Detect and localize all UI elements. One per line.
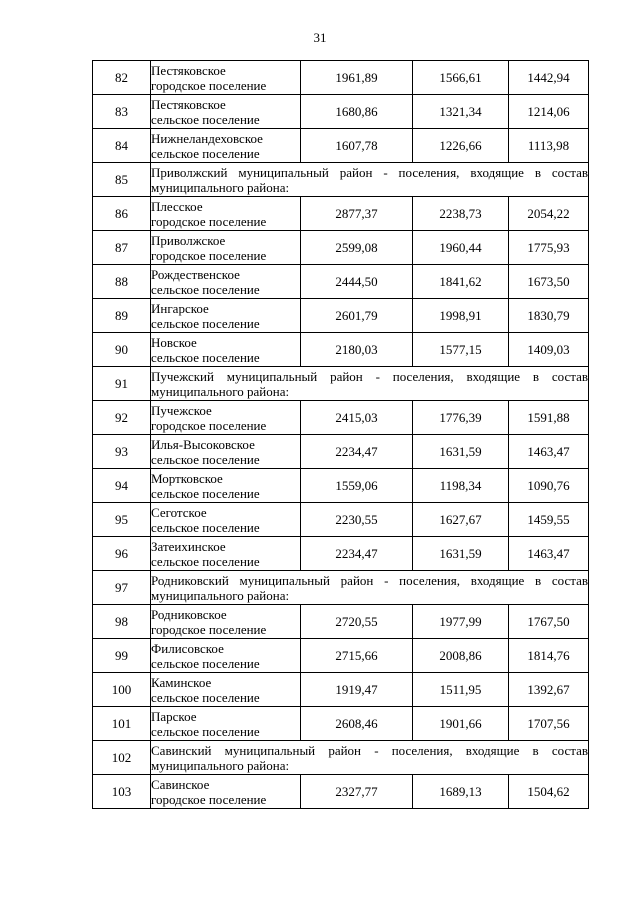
value-column-1: 2234,47 [301,435,413,469]
row-number: 97 [93,571,151,605]
value-column-2: 1901,66 [413,707,509,741]
value-column-3: 1591,88 [509,401,589,435]
value-column-3: 1814,76 [509,639,589,673]
row-number: 88 [93,265,151,299]
settlement-name: Ингарское [151,300,209,316]
table-row [93,605,589,639]
value-column-1: 2327,77 [301,775,413,809]
settlement-name-cell [151,673,301,707]
settlement-type: сельское поселение [151,723,260,739]
settlement-type: сельское поселение [151,315,260,331]
table-row-district-header [93,367,589,401]
table-row-district-header [93,571,589,605]
row-number: 91 [93,367,151,401]
settlement-name: Рождественское [151,266,240,282]
table-row [93,333,589,367]
settlement-name: Нижнеландеховское [151,130,263,146]
row-number: 86 [93,197,151,231]
value-column-3: 1767,50 [509,605,589,639]
table-row-district-header [93,163,589,197]
value-column-3: 1113,98 [509,129,589,163]
table-row [93,503,589,537]
settlement-type: городское поселение [151,791,267,807]
value-column-1: 1961,89 [301,61,413,95]
value-column-1: 2415,03 [301,401,413,435]
value-column-2: 1960,44 [413,231,509,265]
row-number: 96 [93,537,151,571]
value-column-1: 2234,47 [301,537,413,571]
table-row [93,95,589,129]
page-number: 31 [313,30,327,45]
settlement-type: сельское поселение [151,485,260,501]
value-column-1: 2230,55 [301,503,413,537]
settlement-type: сельское поселение [151,655,260,671]
table-row [93,265,589,299]
value-column-3: 1673,50 [509,265,589,299]
value-column-1: 2180,03 [301,333,413,367]
settlement-name-cell [151,469,301,503]
row-number: 89 [93,299,151,333]
settlement-type: сельское поселение [151,519,260,535]
value-column-2: 1977,99 [413,605,509,639]
value-column-3: 1775,93 [509,231,589,265]
row-number: 83 [93,95,151,129]
settlement-name: Парское [151,708,197,724]
table-row-district-header [93,741,589,775]
settlement-name-cell [151,299,301,333]
table-row [93,129,589,163]
value-column-3: 1392,67 [509,673,589,707]
value-column-2: 1226,66 [413,129,509,163]
value-column-3: 1707,56 [509,707,589,741]
table-row [93,299,589,333]
value-column-2: 1776,39 [413,401,509,435]
row-number: 93 [93,435,151,469]
row-number: 95 [93,503,151,537]
value-column-1: 2720,55 [301,605,413,639]
value-column-2: 1627,67 [413,503,509,537]
district-header-text: Приволжский муниципальный район - поселения, входящие в состав муниципального района: [151,164,588,195]
value-column-1: 2715,66 [301,639,413,673]
row-number: 98 [93,605,151,639]
settlement-name-cell [151,95,301,129]
settlement-type: городское поселение [151,621,267,637]
table-row [93,435,589,469]
row-number: 82 [93,61,151,95]
value-column-2: 1631,59 [413,537,509,571]
settlement-name: Савинское [151,776,210,792]
settlement-type: сельское поселение [151,281,260,297]
settlement-type: сельское поселение [151,451,260,467]
settlement-type: городское поселение [151,247,267,263]
district-header-text: Родниковский муниципальный район - поселения, входящие в состав муниципального района: [151,572,588,603]
settlement-name: Илья-Высоковское [151,436,255,452]
settlement-type: сельское поселение [151,349,260,365]
row-number: 102 [93,741,151,775]
table-row [93,61,589,95]
value-column-2: 2238,73 [413,197,509,231]
settlement-name-cell [151,265,301,299]
value-column-3: 1463,47 [509,435,589,469]
settlement-name-cell [151,197,301,231]
value-column-1: 2601,79 [301,299,413,333]
value-column-3: 1830,79 [509,299,589,333]
tariff-table [92,60,589,809]
row-number: 85 [93,163,151,197]
table-row [93,469,589,503]
settlement-type: городское поселение [151,77,267,93]
settlement-name-cell [151,401,301,435]
value-column-1: 2608,46 [301,707,413,741]
value-column-1: 2444,50 [301,265,413,299]
settlement-name: Пестяковское [151,96,226,112]
table-row [93,231,589,265]
value-column-3: 1214,06 [509,95,589,129]
table-row [93,197,589,231]
table-body [93,61,589,809]
settlement-name: Сеготское [151,504,207,520]
district-header-text: Савинский муниципальный район - поселения, входящие в состав муниципального района: [151,742,588,773]
value-column-1: 1919,47 [301,673,413,707]
settlement-name: Родниковское [151,606,227,622]
settlement-type: городское поселение [151,417,267,433]
value-column-3: 1504,62 [509,775,589,809]
settlement-name: Новское [151,334,197,350]
value-column-2: 1577,15 [413,333,509,367]
district-header-text: Пучежский муниципальный район - поселения, входящие в состав муниципального района: [151,368,588,399]
value-column-1: 1607,78 [301,129,413,163]
settlement-name-cell [151,435,301,469]
value-column-2: 1321,34 [413,95,509,129]
settlement-name-cell [151,775,301,809]
value-column-1: 2599,08 [301,231,413,265]
row-number: 90 [93,333,151,367]
settlement-name-cell [151,537,301,571]
settlement-name: Мортковское [151,470,223,486]
value-column-2: 1198,34 [413,469,509,503]
row-number: 100 [93,673,151,707]
value-column-3: 1463,47 [509,537,589,571]
settlement-name-cell [151,639,301,673]
value-column-3: 2054,22 [509,197,589,231]
settlement-type: сельское поселение [151,689,260,705]
settlement-name: Плесское [151,198,203,214]
value-column-3: 1442,94 [509,61,589,95]
settlement-name-cell [151,333,301,367]
settlement-name: Каминское [151,674,212,690]
value-column-2: 1631,59 [413,435,509,469]
table-row [93,639,589,673]
table-row [93,401,589,435]
value-column-1: 1680,86 [301,95,413,129]
value-column-2: 1841,62 [413,265,509,299]
value-column-2: 1998,91 [413,299,509,333]
value-column-3: 1459,55 [509,503,589,537]
table-row [93,673,589,707]
value-column-2: 1511,95 [413,673,509,707]
value-column-1: 2877,37 [301,197,413,231]
row-number: 84 [93,129,151,163]
settlement-name-cell [151,61,301,95]
row-number: 99 [93,639,151,673]
settlement-name: Филисовское [151,640,224,656]
row-number: 92 [93,401,151,435]
settlement-name-cell [151,231,301,265]
settlement-type: сельское поселение [151,553,260,569]
settlement-name-cell [151,707,301,741]
settlement-name-cell [151,129,301,163]
settlement-name: Пучежское [151,402,212,418]
table-row [93,537,589,571]
settlement-type: сельское поселение [151,145,260,161]
value-column-2: 2008,86 [413,639,509,673]
value-column-1: 1559,06 [301,469,413,503]
row-number: 103 [93,775,151,809]
value-column-3: 1090,76 [509,469,589,503]
value-column-2: 1689,13 [413,775,509,809]
value-column-3: 1409,03 [509,333,589,367]
settlement-type: городское поселение [151,213,267,229]
settlement-name-cell [151,605,301,639]
settlement-name: Приволжское [151,232,226,248]
settlement-type: сельское поселение [151,111,260,127]
settlement-name: Пестяковское [151,62,226,78]
table-row [93,707,589,741]
settlement-name: Затеихинское [151,538,226,554]
row-number: 101 [93,707,151,741]
settlement-name-cell [151,503,301,537]
table-row [93,775,589,809]
row-number: 87 [93,231,151,265]
row-number: 94 [93,469,151,503]
value-column-2: 1566,61 [413,61,509,95]
